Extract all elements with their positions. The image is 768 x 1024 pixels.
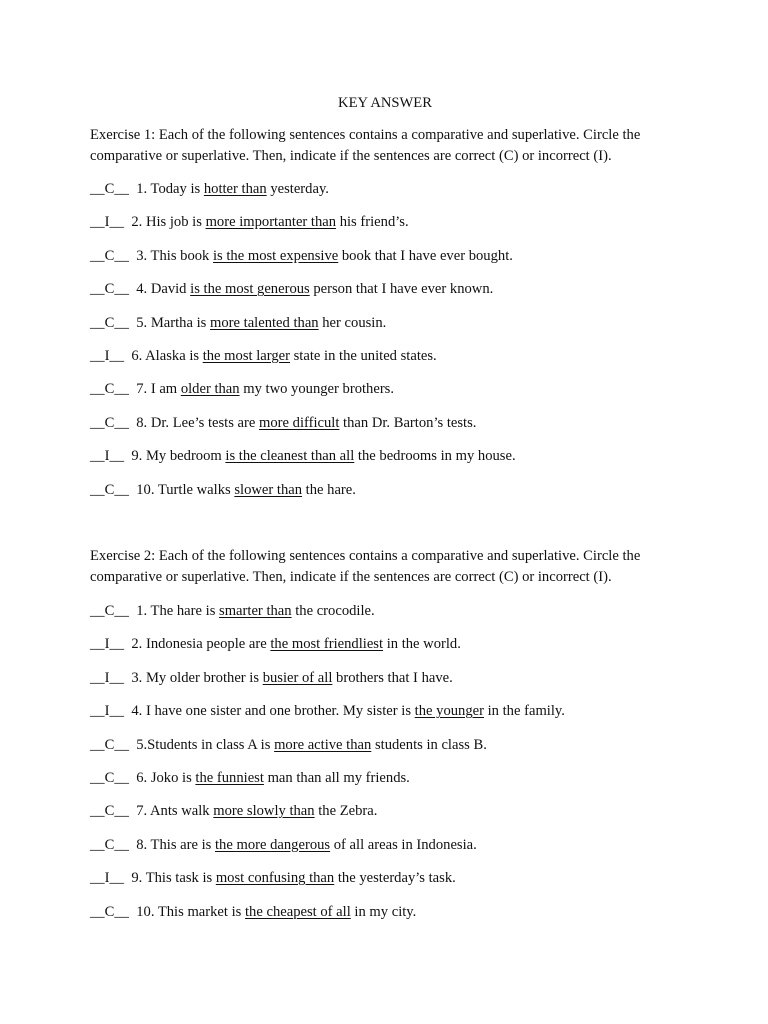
sentence-text: the bedrooms in my house. — [354, 448, 516, 465]
sentence-text: 9. My bedroom — [131, 448, 226, 465]
underlined-phrase: is the cleanest than all — [225, 448, 355, 465]
sentence-text: his friend’s. — [336, 214, 409, 231]
underlined-phrase: slower than — [234, 481, 303, 498]
answer-blank: __C__ — [90, 481, 129, 498]
list-item — [90, 736, 680, 754]
sentence-text: 7. I am — [136, 381, 181, 398]
answer-blank: __I__ — [90, 870, 125, 887]
answer-blank: __C__ — [90, 381, 129, 398]
sentence-text: 8. This are is — [136, 836, 215, 853]
underlined-phrase: smarter than — [219, 603, 292, 619]
answer-blank: __C__ — [90, 181, 129, 197]
sentence-text: 10. This market is — [136, 903, 245, 920]
list-item — [90, 180, 680, 198]
sentence-text: 7. Ants walk — [136, 803, 214, 820]
sentence-text: of all areas in Indonesia. — [330, 836, 477, 853]
exercise2-instructions: Exercise 2: Each of the following sentences contains a comparative and superlative. Circle the comparative or superlative. Then, indicate if the sentences are correct (C) or incorrect (I). — [90, 548, 641, 585]
answer-blank: __C__ — [90, 247, 129, 264]
sentence-text: the Zebra. — [314, 803, 378, 820]
sentence-text: students in class B. — [371, 736, 487, 753]
sentence-text: person that I have ever known. — [309, 281, 494, 298]
answer-blank: __I__ — [90, 669, 125, 686]
sentence-text: 1. Today is — [136, 181, 204, 197]
list-item — [90, 314, 680, 332]
answer-blank: __C__ — [90, 414, 129, 431]
sentence-text: the hare. — [302, 481, 356, 498]
underlined-phrase: the more dangerous — [215, 836, 331, 853]
sentence-text: 1. The hare is — [136, 603, 220, 619]
sentence-text: 6. Alaska is — [131, 348, 203, 364]
list-item — [90, 903, 680, 921]
sentence-text: in the world. — [383, 636, 461, 653]
answer-blank: __I__ — [90, 348, 125, 364]
sentence-text: the crocodile. — [291, 603, 375, 619]
sentence-text: 3. My older brother is — [131, 669, 263, 686]
list-item — [90, 347, 680, 365]
sentence-text: 10. Turtle walks — [136, 481, 235, 498]
underlined-phrase: more importanter than — [205, 214, 337, 231]
answer-blank: __I__ — [90, 214, 125, 231]
answer-blank: __C__ — [90, 836, 129, 853]
list-item — [90, 869, 680, 887]
list-item — [90, 802, 680, 820]
answer-blank: __I__ — [90, 703, 125, 720]
list-item — [90, 213, 680, 231]
sentence-text: my two younger brothers. — [239, 381, 395, 398]
sentence-text: yesterday. — [266, 181, 329, 197]
answer-blank: __C__ — [90, 903, 129, 920]
answer-blank: __I__ — [90, 448, 125, 465]
underlined-phrase: the most larger — [202, 348, 290, 364]
underlined-phrase: is the most expensive — [212, 247, 339, 264]
sentence-text: 9. This task is — [131, 870, 216, 887]
sentence-text: 8. Dr. Lee’s tests are — [136, 414, 260, 431]
underlined-phrase: most confusing than — [215, 870, 335, 887]
underlined-phrase: the cheapest of all — [245, 903, 351, 920]
underlined-phrase: busier of all — [262, 669, 333, 686]
sentence-text: in the family. — [483, 703, 565, 720]
sentence-text: than Dr. Barton’s tests. — [339, 414, 477, 431]
list-item — [90, 769, 680, 787]
list-item — [90, 702, 680, 720]
list-item — [90, 836, 680, 854]
sentence-text: 5. Martha is — [136, 314, 210, 331]
sentence-text: the yesterday’s task. — [334, 870, 456, 887]
underlined-phrase: hotter than — [203, 181, 267, 197]
underlined-phrase: is the most generous — [190, 281, 310, 298]
answer-blank: __C__ — [90, 770, 129, 786]
sentence-text: book that I have ever bought. — [338, 247, 513, 264]
sentence-text: 2. Indonesia people are — [131, 636, 271, 653]
answer-blank: __C__ — [90, 803, 129, 820]
list-item — [90, 635, 680, 653]
sentence-text: in my city. — [350, 903, 417, 920]
answer-blank: __C__ — [90, 603, 129, 619]
underlined-phrase: older than — [180, 381, 240, 398]
sentence-text: 3. This book — [136, 247, 213, 264]
underlined-phrase: more active than — [274, 736, 372, 753]
answer-blank: __C__ — [90, 314, 129, 331]
sentence-text: 4. David — [136, 281, 191, 298]
sentence-text: her cousin. — [318, 314, 387, 331]
exercise1-instructions: Exercise 1: Each of the following sentences contains a comparative and superlative. Circle the comparative or superlative. Then, indicate if the sentences are correct (C) or incorrect (I). — [90, 127, 641, 164]
underlined-phrase: more talented than — [210, 314, 319, 331]
answer-blank: __C__ — [90, 281, 129, 298]
underlined-phrase: more slowly than — [213, 803, 315, 820]
list-item — [90, 602, 680, 620]
sentence-text: state in the united states. — [289, 348, 437, 364]
list-item — [90, 447, 680, 465]
sentence-text: brothers that I have. — [332, 669, 453, 686]
answer-blank: __C__ — [90, 736, 129, 753]
underlined-phrase: the most friendliest — [270, 636, 384, 653]
underlined-phrase: more difficult — [259, 414, 340, 431]
sentence-text: 6. Joko is — [136, 770, 196, 786]
list-item — [90, 481, 680, 499]
list-item — [90, 380, 680, 398]
sentence-text: 2. His job is — [131, 214, 206, 231]
list-item — [90, 280, 680, 298]
underlined-phrase: the funniest — [195, 770, 264, 786]
list-item — [90, 669, 680, 687]
list-item — [90, 247, 680, 265]
answer-blank: __I__ — [90, 636, 125, 653]
underlined-phrase: the younger — [414, 703, 484, 720]
sentence-text: 5.Students in class A is — [136, 736, 275, 753]
document-title: KEY ANSWER — [338, 95, 432, 111]
list-item — [90, 414, 680, 432]
sentence-text: 4. I have one sister and one brother. My sister is — [131, 703, 415, 720]
sentence-text: man than all my friends. — [263, 770, 410, 786]
